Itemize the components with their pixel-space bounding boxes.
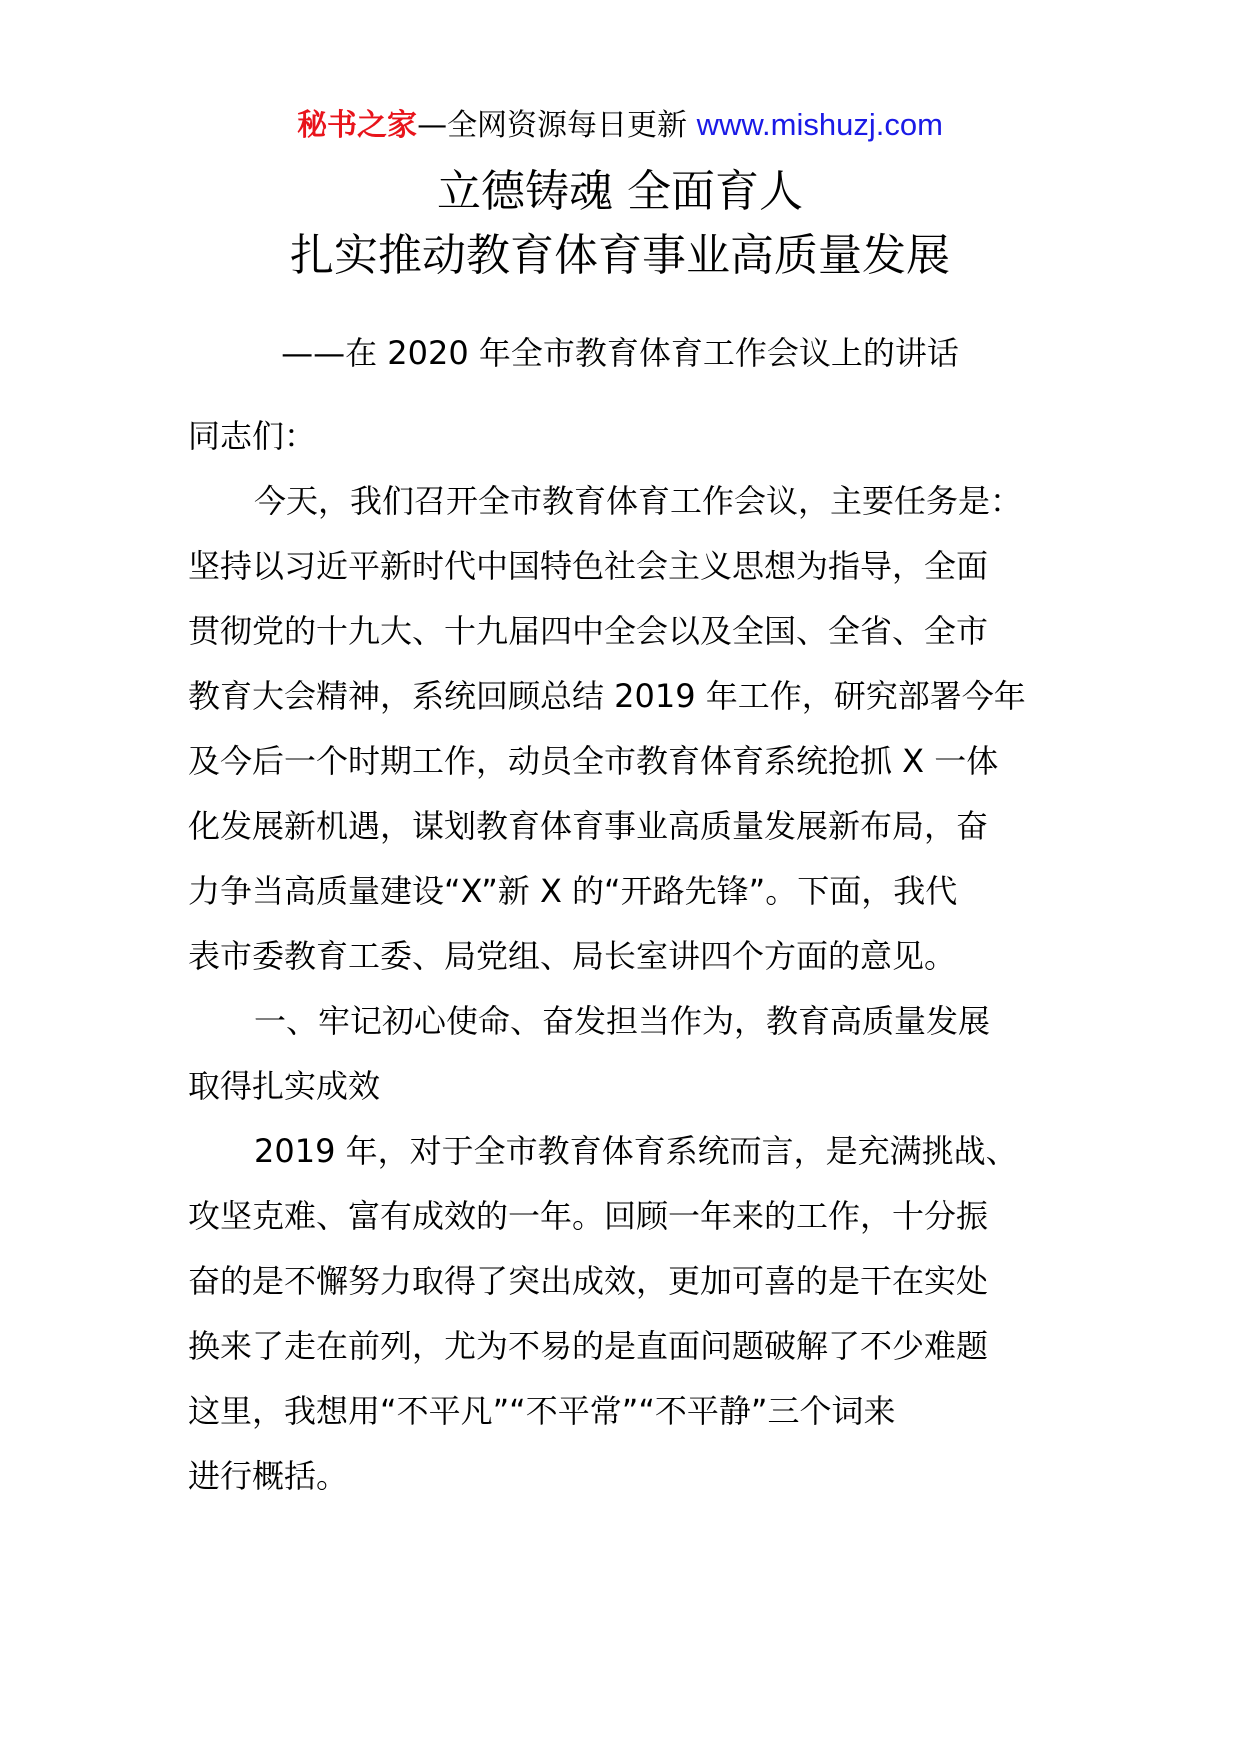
body-line: 坚持以习近平新时代中国特色社会主义思想为指导，全面 bbox=[188, 547, 989, 585]
body-line: 力争当高质量建设“X”新 X 的“开路先锋”。下面，我代 bbox=[188, 872, 958, 910]
body-line: 进行概括。 bbox=[188, 1457, 349, 1495]
section-heading-line: 取得扎实成效 bbox=[188, 1067, 381, 1105]
document-body bbox=[188, 404, 1068, 1509]
body-line: 及今后一个时期工作，动员全市教育体育系统抢抓 X 一体 bbox=[188, 742, 999, 780]
document-title-line-1: 立德铸魂 全面育人 bbox=[437, 166, 803, 217]
body-line: 换来了走在前列，尤为不易的是直面问题破解了不少难题 bbox=[188, 1327, 989, 1365]
body-line: 奋的是不懈努力取得了突出成效，更加可喜的是干在实处 bbox=[188, 1262, 989, 1300]
salutation: 同志们： bbox=[188, 417, 317, 455]
body-line: 攻坚克难、富有成效的一年。回顾一年来的工作，十分振 bbox=[188, 1197, 989, 1235]
site-url-link[interactable]: www.mishuzj.com bbox=[696, 107, 943, 142]
body-line: 表市委教育工委、局党组、局长室讲四个方面的意见。 bbox=[188, 937, 957, 975]
brand-name: 秘书之家 bbox=[297, 108, 418, 143]
section-heading-line: 一、牢记初心使命、奋发担当作为，教育高质量发展 bbox=[254, 1002, 991, 1040]
body-line: 这里，我想用“不平凡”“不平常”“不平静”三个词来 bbox=[188, 1392, 896, 1430]
body-line: 2019 年，对于全市教育体育系统而言，是充满挑战、 bbox=[254, 1132, 1018, 1170]
banner-tagline: —全网资源每日更新 bbox=[417, 108, 688, 143]
document-subtitle: ——在 2020 年全市教育体育工作会议上的讲话 bbox=[281, 334, 959, 372]
body-line: 贯彻党的十九大、十九届四中全会以及全国、全省、全市 bbox=[188, 612, 989, 650]
body-line: 今天，我们召开全市教育体育工作会议，主要任务是： bbox=[254, 482, 1023, 520]
document-title-line-2: 扎实推动教育体育事业高质量发展 bbox=[290, 230, 950, 281]
body-line: 化发展新机遇，谋划教育体育事业高质量发展新布局，奋 bbox=[188, 807, 989, 845]
site-banner bbox=[0, 100, 1240, 151]
body-line: 教育大会精神，系统回顾总结 2019 年工作，研究部署今年 bbox=[188, 677, 1026, 715]
